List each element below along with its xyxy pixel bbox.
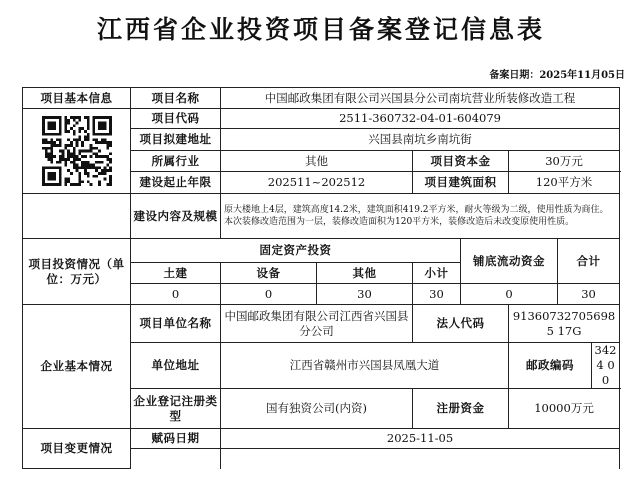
period-label: 建设起止年限 [131,172,221,194]
project-name-value: 中国邮政集团有限公司兴国县分公司南坑营业所装修改造工程 [221,88,620,109]
page-title: 江西省企业投资项目备案登记信息表 [96,15,545,44]
total-header: 合计 [558,239,620,284]
legal-code-value: 913607327056985 17G [509,305,620,343]
reg-type-label: 企业登记注册类型 [131,389,221,429]
other-value: 30 [317,284,413,305]
legal-code-label: 法人代码 [413,305,509,343]
section-investment-label: 项目投资情况（单位：万元） [23,239,131,305]
capital-label: 项目资本金 [413,151,509,172]
project-code-label: 项目代码 [131,109,221,129]
working-capital-value: 0 [461,284,558,305]
section-change-label: 项目变更情况 [23,429,131,469]
civil-value: 0 [131,284,221,305]
col-subtotal-header: 小计 [413,263,461,284]
area-label: 项目建筑面积 [413,172,509,194]
qr-code-icon [37,116,117,186]
postcode-label: 邮政编码 [509,343,592,389]
col-civil-header: 土建 [131,263,221,284]
reg-capital-label: 注册资金 [413,389,509,429]
content-value: 原大楼地上4层，建筑高度14.2米，建筑面积419.2平方米，耐火等级为二级，使用性质为商住。本次装修改造范围为一层，装修改造面积为120平方米，装修改造后未改变原使用性质。 [221,194,620,239]
working-capital-header: 铺底流动资金 [461,239,558,284]
period-value: 202511~202512 [221,172,413,194]
qr-code-cell [23,109,131,194]
reg-capital-value: 10000万元 [509,389,620,429]
project-name-label: 项目名称 [131,88,221,109]
total-value: 30 [558,284,620,305]
unit-name-value: 中国邮政集团有限公司江西省兴国县分公司 [221,305,413,343]
industry-value: 其他 [221,151,413,172]
capital-value: 30万元 [509,151,620,172]
col-equipment-header: 设备 [221,263,317,284]
col-other-header: 其他 [317,263,413,284]
section-enterprise-label: 企业基本情况 [23,305,131,429]
area-value: 120平方米 [509,172,620,194]
unit-name-label: 项目单位名称 [131,305,221,343]
project-location-label: 项目拟建地址 [131,129,221,151]
code-date-value: 2025-11-05 [221,429,620,449]
record-date: 备案日期：2025年11月05日 [489,70,625,81]
address-label: 单位地址 [131,343,221,389]
postcode-value: 3424 00 [592,343,620,389]
equipment-value: 0 [221,284,317,305]
change-empty-label [131,449,221,469]
address-value: 江西省赣州市兴国县凤凰大道 [221,343,509,389]
industry-label: 所属行业 [131,151,221,172]
project-code-value: 2511-360732-04-01-604079 [221,109,620,129]
record-table [22,87,620,469]
fixed-assets-header: 固定资产投资 [131,239,461,263]
code-date-label: 赋码日期 [131,429,221,449]
reg-type-value: 国有独资公司(内资) [221,389,413,429]
subtotal-value: 30 [413,284,461,305]
project-location-value: 兴国县南坑乡南坑街 [221,129,620,151]
content-label: 建设内容及规模 [131,194,221,239]
qr-continuation-cell [23,194,131,239]
change-empty-value [221,449,620,469]
section-basic-label: 项目基本信息 [23,88,131,109]
